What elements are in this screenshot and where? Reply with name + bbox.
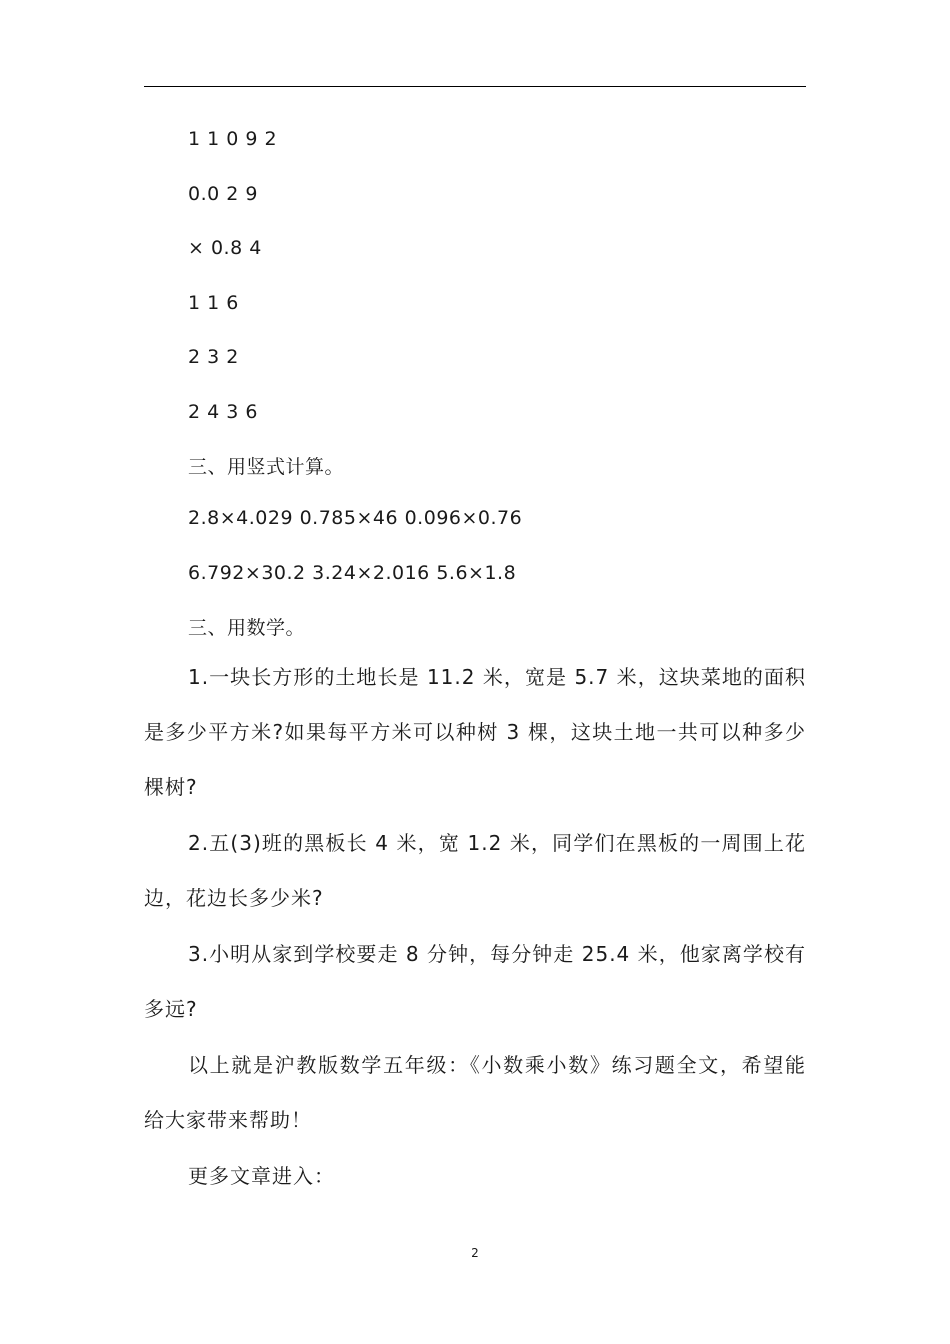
problem-3: 3.小明从家到学校要走 8 分钟，每分钟走 25.4 米，他家离学校有多远? [144,942,806,1021]
exercise-row-1: 2.8×4.029 0.785×46 0.096×0.76 [188,507,523,529]
calc-line-1: 1 1 0 9 2 [188,128,278,150]
problem-2: 2.五(3)班的黑板长 4 米，宽 1.2 米，同学们在黑板的一周围上花边，花边长多少米? [144,831,806,910]
calc-line-6: 2 4 3 6 [188,401,258,423]
calc-line-3: × 0.8 4 [188,237,262,259]
closing-paragraph: 以上就是沪教版数学五年级：《小数乘小数》练习题全文，希望能给大家带来帮助！ [144,1053,806,1132]
exercise-row-2: 6.792×30.2 3.24×2.016 5.6×1.8 [188,562,517,584]
header-rule [144,86,806,87]
section-heading-vertical-calc: 三、用竖式计算。 [188,456,345,478]
calc-line-4: 1 1 6 [188,292,239,314]
calc-line-5: 2 3 2 [188,346,239,368]
problem-1: 1.一块长方形的土地长是 11.2 米，宽是 5.7 米，这块菜地的面积是多少平方米?如果每平方米可以种树 3 棵，这块土地一共可以种多少棵树? [144,665,806,799]
section-heading-math: 三、用数学。 [188,617,306,639]
more-articles: 更多文章进入： [188,1164,335,1188]
calc-line-2: 0.0 2 9 [188,183,258,205]
page-number: 2 [471,1246,479,1260]
